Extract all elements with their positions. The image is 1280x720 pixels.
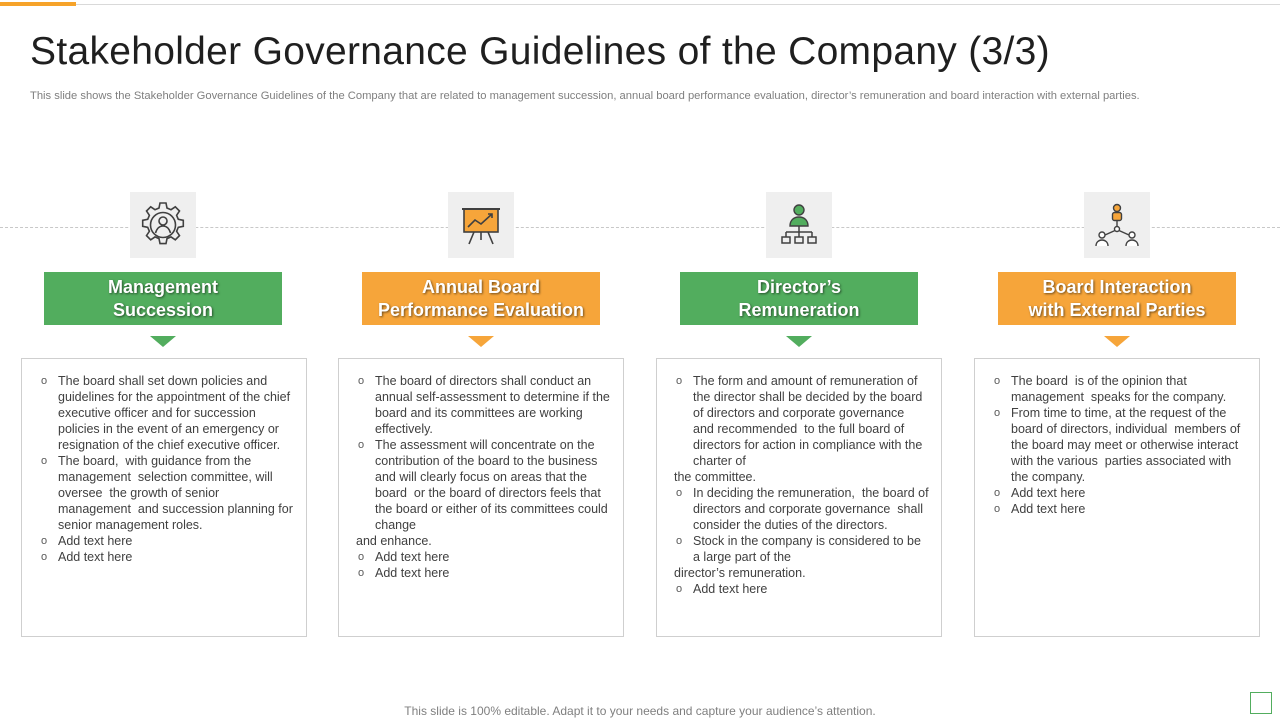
- heading-line-1: Management: [107, 276, 219, 297]
- heading-line-1: Annual Board: [421, 276, 540, 297]
- list-item: o Add text here: [41, 534, 133, 548]
- list-item: o Add text here: [41, 550, 133, 564]
- icon-box-directors-remuneration: [766, 192, 832, 258]
- heading-directors-remuneration: [680, 272, 918, 325]
- card-directors-remuneration: [656, 358, 942, 637]
- corner-square-icon: [1250, 692, 1272, 714]
- list-item: o Add text here: [676, 582, 768, 596]
- list-item: o Add text here: [994, 502, 1086, 516]
- list-item: o The board of directors shall conduct an annual self-assessment to determine if the board and its committees are working effectively.: [358, 374, 614, 436]
- footer-note: This slide is 100% editable. Adapt it to your needs and capture your audience’s attention.: [404, 704, 876, 718]
- heading-line-2: with External Parties: [1028, 299, 1206, 320]
- icon-box-annual-board-evaluation: [448, 192, 514, 258]
- list-item-continuation: and enhance.: [356, 534, 432, 548]
- gear-person-icon: [138, 200, 188, 250]
- list-item: o Add text here: [994, 486, 1086, 500]
- card-board-interaction: [974, 358, 1260, 637]
- icon-box-management-succession: [130, 192, 196, 258]
- list-item: o The board is of the opinion that management speaks for the company.: [994, 374, 1227, 404]
- hierarchy-person-icon: [774, 200, 824, 250]
- card-management-succession: [21, 358, 307, 637]
- heading-management-succession: [44, 272, 282, 325]
- list-item: o From time to time, at the request of the board of directors, individual members of the board may meet or otherwise interact with the various parties associated with the company.: [994, 406, 1244, 484]
- down-arrow-icon: [468, 336, 494, 347]
- list-item: o The board, with guidance from the management selection committee, will oversee the growth of senior management and succession planning for senior management roles.: [41, 454, 297, 532]
- card-annual-board-evaluation: [338, 358, 624, 637]
- list-item: o In deciding the remuneration, the board of directors and corporate governance shall consider the duties of the directors.: [676, 486, 933, 532]
- heading-line-1: Director’s: [756, 276, 842, 297]
- heading-board-interaction: [998, 272, 1236, 325]
- down-arrow-icon: [1104, 336, 1130, 347]
- heading-line-1: Board Interaction: [1042, 276, 1192, 297]
- list-item: o The board shall set down policies and guidelines for the appointment of the chief executive officer and for succession policies in the event of an emergency or resignation of the chief executive officer.: [41, 374, 294, 452]
- heading-line-2: Performance Evaluation: [377, 299, 585, 320]
- top-rule: [0, 4, 1280, 5]
- list-item: o The form and amount of remuneration of the director shall be decided by the board of directors and corporate governance and recommended to the full board of directors for action in compliance with the charter of: [676, 374, 926, 468]
- presentation-chart-icon: [456, 200, 506, 250]
- down-arrow-icon: [786, 336, 812, 347]
- list-item: o Stock in the company is considered to be a large part of the: [676, 534, 925, 564]
- slide-subtitle: This slide shows the Stakeholder Governance Guidelines of the Company that are related to management succession, annual board performance evaluation, director’s remuneration and board interaction with external parties.: [30, 90, 1140, 102]
- list-item: o The assessment will concentrate on the contribution of the board to the business and will clearly focus on areas that the board or the board of directors feels that the board or either of its committees could change: [358, 438, 612, 532]
- heading-line-2: Succession: [112, 299, 214, 320]
- list-item-continuation: the committee.: [674, 470, 756, 484]
- list-item: o Add text here: [358, 550, 450, 564]
- icon-box-board-interaction: [1084, 192, 1150, 258]
- heading-annual-board-evaluation: [362, 272, 600, 325]
- slide-title: Stakeholder Governance Guidelines of the Company (3/3): [30, 30, 1050, 73]
- heading-line-2: Remuneration: [738, 299, 860, 320]
- down-arrow-icon: [150, 336, 176, 347]
- network-people-icon: [1092, 200, 1142, 250]
- list-item: o Add text here: [358, 566, 450, 580]
- top-accent-bar: [0, 2, 76, 6]
- list-item-continuation: director’s remuneration.: [674, 566, 806, 580]
